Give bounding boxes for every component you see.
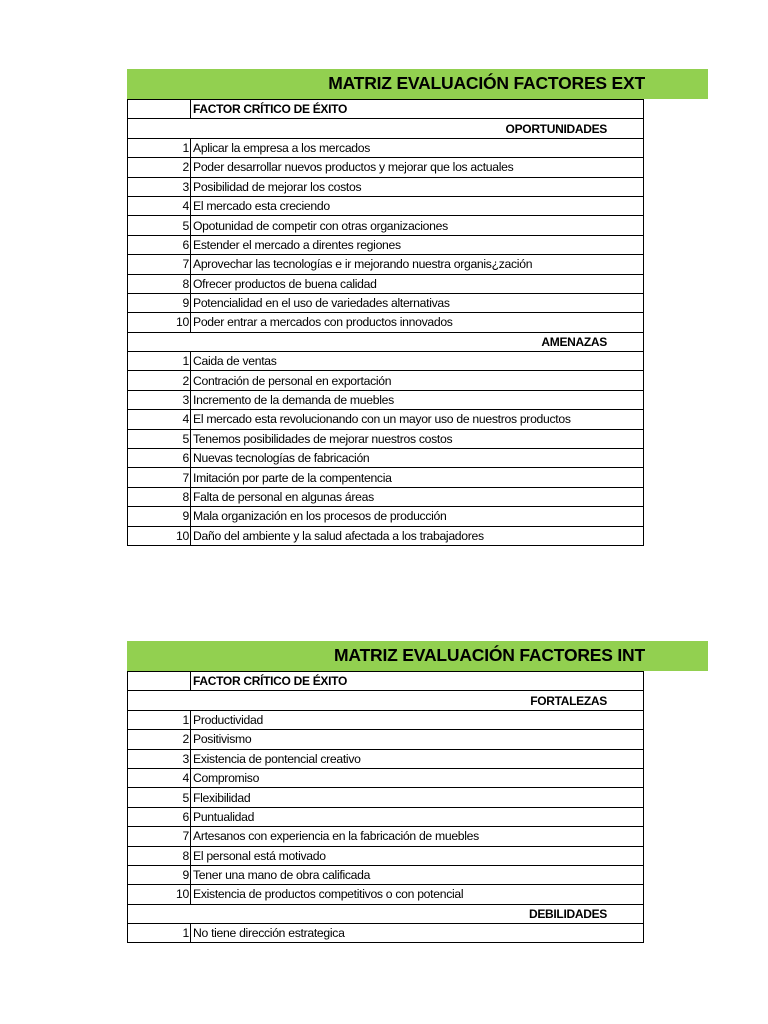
table-row	[128, 196, 644, 215]
factor-text: Positivismo	[191, 730, 644, 749]
row-number: 6	[128, 807, 191, 826]
table-row	[128, 924, 644, 943]
row-number: 2	[128, 371, 191, 390]
table-row	[128, 788, 644, 807]
row-number: 1	[128, 924, 191, 943]
table-row	[128, 255, 644, 274]
row-number-cell	[128, 119, 191, 138]
factor-text: Potencialidad en el uso de variedades alternativas	[191, 293, 644, 312]
row-number: 3	[128, 749, 191, 768]
factor-table-ext	[127, 99, 644, 546]
row-number: 3	[128, 390, 191, 409]
factor-text: No tiene dirección estrategica	[191, 924, 644, 943]
header-row	[128, 672, 644, 691]
row-number: 7	[128, 468, 191, 487]
section-label: FORTALEZAS	[191, 691, 644, 710]
row-number-cell	[128, 332, 191, 351]
table-row	[128, 158, 644, 177]
row-number: 5	[128, 216, 191, 235]
header-row	[128, 100, 644, 119]
row-number: 5	[128, 429, 191, 448]
row-number-cell	[128, 691, 191, 710]
section-label: AMENAZAS	[191, 332, 644, 351]
factor-text: Flexibilidad	[191, 788, 644, 807]
section-label: DEBILIDADES	[191, 904, 644, 923]
table-row	[128, 235, 644, 254]
factor-text: Nuevas tecnologías de fabricación	[191, 449, 644, 468]
row-number: 8	[128, 487, 191, 506]
table-row	[128, 526, 644, 545]
factor-text: Daño del ambiente y la salud afectada a los trabajadores	[191, 526, 644, 545]
table-row	[128, 507, 644, 526]
factor-text: Mala organización en los procesos de producción	[191, 507, 644, 526]
section-row	[128, 904, 644, 923]
matrix-title-ext: MATRIZ EVALUACIÓN FACTORES EXT	[328, 73, 645, 93]
table-row	[128, 293, 644, 312]
factor-text: Existencia de pontencial creativo	[191, 749, 644, 768]
factor-text: Estender el mercado a direntes regiones	[191, 235, 644, 254]
table-row	[128, 352, 644, 371]
row-number: 4	[128, 196, 191, 215]
factor-text: Posibilidad de mejorar los costos	[191, 177, 644, 196]
table-row	[128, 216, 644, 235]
row-number: 4	[128, 410, 191, 429]
table-row	[128, 807, 644, 826]
table-row	[128, 846, 644, 865]
row-number: 4	[128, 768, 191, 787]
table-row	[128, 487, 644, 506]
section-row	[128, 119, 644, 138]
factor-text: Puntualidad	[191, 807, 644, 826]
table-row	[128, 274, 644, 293]
table-row	[128, 177, 644, 196]
table-row	[128, 710, 644, 729]
row-number: 1	[128, 352, 191, 371]
title-bar-int	[127, 641, 708, 671]
factor-text: El mercado esta creciendo	[191, 196, 644, 215]
table-row	[128, 429, 644, 448]
factor-text: Opotunidad de competir con otras organizaciones	[191, 216, 644, 235]
row-number: 1	[128, 710, 191, 729]
factor-text: Incremento de la demanda de muebles	[191, 390, 644, 409]
factor-text: Existencia de productos competitivos o con potencial	[191, 885, 644, 904]
row-number: 10	[128, 526, 191, 545]
row-number: 7	[128, 255, 191, 274]
factor-text: Aplicar la empresa a los mercados	[191, 138, 644, 157]
factor-table-int	[127, 671, 644, 943]
factor-text: Artesanos con experiencia en la fabricación de muebles	[191, 827, 644, 846]
factor-text: Poder desarrollar nuevos productos y mejorar que los actuales	[191, 158, 644, 177]
table-row	[128, 827, 644, 846]
title-bar-ext	[127, 69, 708, 99]
factor-text: El mercado esta revolucionando con un mayor uso de nuestros productos	[191, 410, 644, 429]
factor-text: El personal está motivado	[191, 846, 644, 865]
factor-text: Tenemos posibilidades de mejorar nuestros costos	[191, 429, 644, 448]
row-number: 9	[128, 293, 191, 312]
table-row	[128, 468, 644, 487]
row-number: 8	[128, 846, 191, 865]
row-number: 10	[128, 885, 191, 904]
matrix-ext	[127, 69, 708, 546]
table-row	[128, 768, 644, 787]
row-number: 6	[128, 449, 191, 468]
matrix-title-int: MATRIZ EVALUACIÓN FACTORES INT	[334, 645, 645, 665]
matrix-int	[127, 641, 708, 943]
row-number: 1	[128, 138, 191, 157]
row-number: 9	[128, 865, 191, 884]
row-number: 2	[128, 158, 191, 177]
row-number: 9	[128, 507, 191, 526]
row-number-cell	[128, 904, 191, 923]
factor-text: Productividad	[191, 710, 644, 729]
column-header: FACTOR CRÍTICO DE ÉXITO	[191, 100, 644, 119]
section-row	[128, 691, 644, 710]
row-number: 5	[128, 788, 191, 807]
table-row	[128, 371, 644, 390]
row-number: 2	[128, 730, 191, 749]
row-number-cell	[128, 672, 191, 691]
row-number: 6	[128, 235, 191, 254]
factor-text: Contración de personal en exportación	[191, 371, 644, 390]
row-number-cell	[128, 100, 191, 119]
row-number: 8	[128, 274, 191, 293]
factor-text: Ofrecer productos de buena calidad	[191, 274, 644, 293]
table-row	[128, 749, 644, 768]
factor-text: Imitación por parte de la compentencia	[191, 468, 644, 487]
row-number: 3	[128, 177, 191, 196]
factor-text: Aprovechar las tecnologías e ir mejorando nuestra organis¿zación	[191, 255, 644, 274]
section-label: OPORTUNIDADES	[191, 119, 644, 138]
factor-text: Caida de ventas	[191, 352, 644, 371]
factor-text: Falta de personal en algunas áreas	[191, 487, 644, 506]
table-row	[128, 885, 644, 904]
table-row	[128, 138, 644, 157]
table-row	[128, 390, 644, 409]
table-row	[128, 730, 644, 749]
row-number: 10	[128, 313, 191, 332]
table-row	[128, 865, 644, 884]
factor-text: Tener una mano de obra calificada	[191, 865, 644, 884]
row-number: 7	[128, 827, 191, 846]
table-row	[128, 313, 644, 332]
factor-text: Poder entrar a mercados con productos innovados	[191, 313, 644, 332]
section-row	[128, 332, 644, 351]
table-row	[128, 449, 644, 468]
column-header: FACTOR CRÍTICO DE ÉXITO	[191, 672, 644, 691]
table-row	[128, 410, 644, 429]
factor-text: Compromiso	[191, 768, 644, 787]
